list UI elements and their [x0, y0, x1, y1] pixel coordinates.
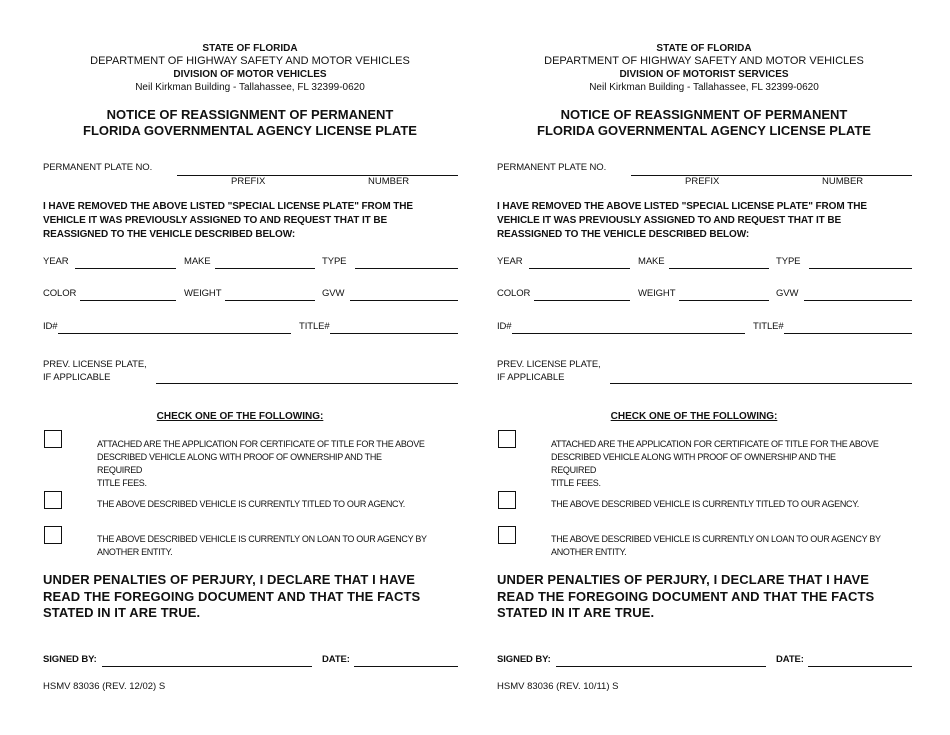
- type-field[interactable]: [809, 268, 912, 269]
- header-division: DIVISION OF MOTORIST SERVICES: [619, 69, 789, 80]
- form-number: HSMV 83036 (REV. 10/11) S: [497, 681, 619, 692]
- removal-statement: [43, 200, 463, 242]
- prev-plate-label-line-2: IF APPLICABLE: [43, 372, 111, 383]
- date-label: DATE:: [776, 654, 804, 665]
- make-field[interactable]: [669, 268, 769, 269]
- perjury-line-3: STATED IN IT ARE TRUE.: [497, 605, 655, 620]
- type-label: TYPE: [776, 256, 801, 267]
- option-2-line-1: THE ABOVE DESCRIBED VEHICLE IS CURRENTLY TITLED TO OUR AGENCY.: [97, 499, 405, 509]
- option-2-text: [551, 498, 881, 511]
- weight-field[interactable]: [225, 300, 315, 301]
- header-department: DEPARTMENT OF HIGHWAY SAFETY AND MOTOR VEHICLES: [544, 55, 864, 67]
- prev-plate-label-line-1: PREV. LICENSE PLATE,: [43, 359, 147, 370]
- prev-plate-field[interactable]: [610, 383, 912, 384]
- signature-field[interactable]: [556, 666, 766, 667]
- option-3-text: [97, 533, 427, 559]
- option-2-text: [97, 498, 427, 511]
- title-number-field[interactable]: [784, 333, 912, 334]
- prefix-label: PREFIX: [231, 176, 266, 187]
- removal-statement-line-1: I HAVE REMOVED THE ABOVE LISTED "SPECIAL LICENSE PLATE" FROM THE: [497, 201, 867, 212]
- option-3-checkbox[interactable]: [44, 526, 62, 544]
- form-title-line-2: FLORIDA GOVERNMENTAL AGENCY LICENSE PLATE: [537, 123, 871, 138]
- reassignment-form-left: [40, 0, 460, 735]
- signed-by-label: SIGNED BY:: [43, 654, 97, 665]
- type-field[interactable]: [355, 268, 458, 269]
- date-field[interactable]: [354, 666, 458, 667]
- title-number-label: TITLE#: [299, 321, 330, 332]
- weight-field[interactable]: [679, 300, 769, 301]
- header-state: STATE OF FLORIDA: [202, 43, 298, 54]
- prev-plate-label: [43, 358, 147, 384]
- option-1-line-3: TITLE FEES.: [551, 478, 601, 488]
- removal-statement-line-2: VEHICLE IT WAS PREVIOUSLY ASSIGNED TO AND REQUEST THAT IT BE: [497, 215, 842, 226]
- reassignment-form-right: [494, 0, 914, 735]
- date-label: DATE:: [322, 654, 350, 665]
- weight-label: WEIGHT: [638, 288, 676, 299]
- prev-plate-field[interactable]: [156, 383, 458, 384]
- make-field[interactable]: [215, 268, 315, 269]
- option-2-line-1: THE ABOVE DESCRIBED VEHICLE IS CURRENTLY TITLED TO OUR AGENCY.: [551, 499, 859, 509]
- option-1-checkbox[interactable]: [44, 430, 62, 448]
- title-number-label: TITLE#: [753, 321, 784, 332]
- color-field[interactable]: [534, 300, 630, 301]
- type-label: TYPE: [322, 256, 347, 267]
- header-address: Neil Kirkman Building - Tallahassee, FL 32399-0620: [589, 82, 819, 93]
- option-3-text: [551, 533, 881, 559]
- check-heading: CHECK ONE OF THE FOLLOWING:: [610, 411, 778, 422]
- signature-field[interactable]: [102, 666, 312, 667]
- gvw-field[interactable]: [804, 300, 912, 301]
- perjury-declaration: [497, 572, 917, 622]
- option-2-checkbox[interactable]: [498, 491, 516, 509]
- prev-plate-label: [497, 358, 601, 384]
- make-label: MAKE: [638, 256, 665, 267]
- prefix-label: PREFIX: [685, 176, 720, 187]
- option-1-line-2: DESCRIBED VEHICLE ALONG WITH PROOF OF OWNERSHIP AND THE REQUIRED: [551, 452, 836, 475]
- color-label: COLOR: [43, 288, 77, 299]
- perjury-line-3: STATED IN IT ARE TRUE.: [43, 605, 201, 620]
- form-number: HSMV 83036 (REV. 12/02) S: [43, 681, 166, 692]
- prev-plate-label-line-2: IF APPLICABLE: [497, 372, 565, 383]
- option-1-line-1: ATTACHED ARE THE APPLICATION FOR CERTIFICATE OF TITLE FOR THE ABOVE: [551, 439, 879, 449]
- option-3-line-1: THE ABOVE DESCRIBED VEHICLE IS CURRENTLY ON LOAN TO OUR AGENCY BY: [97, 534, 427, 544]
- date-field[interactable]: [808, 666, 912, 667]
- removal-statement-line-3: REASSIGNED TO THE VEHICLE DESCRIBED BELOW:: [497, 229, 750, 240]
- option-1-line-1: ATTACHED ARE THE APPLICATION FOR CERTIFICATE OF TITLE FOR THE ABOVE: [97, 439, 425, 449]
- form-title-line-1: NOTICE OF REASSIGNMENT OF PERMANENT: [106, 107, 394, 122]
- form-title: [40, 107, 460, 139]
- year-label: YEAR: [43, 256, 69, 267]
- id-field[interactable]: [512, 333, 745, 334]
- plate-number-label: PERMANENT PLATE NO.: [43, 162, 153, 173]
- year-field[interactable]: [529, 268, 630, 269]
- number-label: NUMBER: [368, 176, 410, 187]
- header-address: Neil Kirkman Building - Tallahassee, FL 32399-0620: [135, 82, 365, 93]
- perjury-line-2: READ THE FOREGOING DOCUMENT AND THAT THE FACTS: [497, 588, 875, 604]
- year-label: YEAR: [497, 256, 523, 267]
- perjury-line-2: READ THE FOREGOING DOCUMENT AND THAT THE FACTS: [43, 588, 421, 604]
- title-number-field[interactable]: [330, 333, 458, 334]
- signed-by-label: SIGNED BY:: [497, 654, 551, 665]
- option-1-line-2: DESCRIBED VEHICLE ALONG WITH PROOF OF OWNERSHIP AND THE REQUIRED: [97, 452, 382, 475]
- plate-number-field[interactable]: [177, 175, 458, 176]
- option-2-checkbox[interactable]: [44, 491, 62, 509]
- option-3-checkbox[interactable]: [498, 526, 516, 544]
- plate-number-label: PERMANENT PLATE NO.: [497, 162, 607, 173]
- removal-statement-line-3: REASSIGNED TO THE VEHICLE DESCRIBED BELOW:: [43, 229, 296, 240]
- option-1-line-3: TITLE FEES.: [97, 478, 147, 488]
- id-label: ID#: [43, 321, 58, 332]
- option-3-line-2: ANOTHER ENTITY.: [97, 547, 173, 557]
- form-title-line-2: FLORIDA GOVERNMENTAL AGENCY LICENSE PLATE: [83, 123, 417, 138]
- weight-label: WEIGHT: [184, 288, 222, 299]
- prev-plate-label-line-1: PREV. LICENSE PLATE,: [497, 359, 601, 370]
- perjury-line-1: UNDER PENALTIES OF PERJURY, I DECLARE THAT I HAVE: [43, 572, 416, 587]
- number-label: NUMBER: [822, 176, 864, 187]
- header-division: DIVISION OF MOTOR VEHICLES: [173, 69, 327, 80]
- check-heading: CHECK ONE OF THE FOLLOWING:: [156, 411, 324, 422]
- id-label: ID#: [497, 321, 512, 332]
- option-1-text: [97, 438, 427, 490]
- header-state: STATE OF FLORIDA: [656, 43, 752, 54]
- color-field[interactable]: [80, 300, 176, 301]
- form-title-line-1: NOTICE OF REASSIGNMENT OF PERMANENT: [560, 107, 848, 122]
- header-department: DEPARTMENT OF HIGHWAY SAFETY AND MOTOR VEHICLES: [90, 55, 410, 67]
- removal-statement: [497, 200, 917, 242]
- option-3-line-2: ANOTHER ENTITY.: [551, 547, 627, 557]
- plate-number-field[interactable]: [631, 175, 912, 176]
- option-1-text: [551, 438, 881, 490]
- option-3-line-1: THE ABOVE DESCRIBED VEHICLE IS CURRENTLY ON LOAN TO OUR AGENCY BY: [551, 534, 881, 544]
- color-label: COLOR: [497, 288, 531, 299]
- option-1-checkbox[interactable]: [498, 430, 516, 448]
- removal-statement-line-1: I HAVE REMOVED THE ABOVE LISTED "SPECIAL LICENSE PLATE" FROM THE: [43, 201, 413, 212]
- year-field[interactable]: [75, 268, 176, 269]
- make-label: MAKE: [184, 256, 211, 267]
- gvw-field[interactable]: [350, 300, 458, 301]
- id-field[interactable]: [58, 333, 291, 334]
- removal-statement-line-2: VEHICLE IT WAS PREVIOUSLY ASSIGNED TO AND REQUEST THAT IT BE: [43, 215, 388, 226]
- gvw-label: GVW: [322, 288, 345, 299]
- form-title: [494, 107, 914, 139]
- perjury-line-1: UNDER PENALTIES OF PERJURY, I DECLARE THAT I HAVE: [497, 572, 870, 587]
- perjury-declaration: [43, 572, 463, 622]
- gvw-label: GVW: [776, 288, 799, 299]
